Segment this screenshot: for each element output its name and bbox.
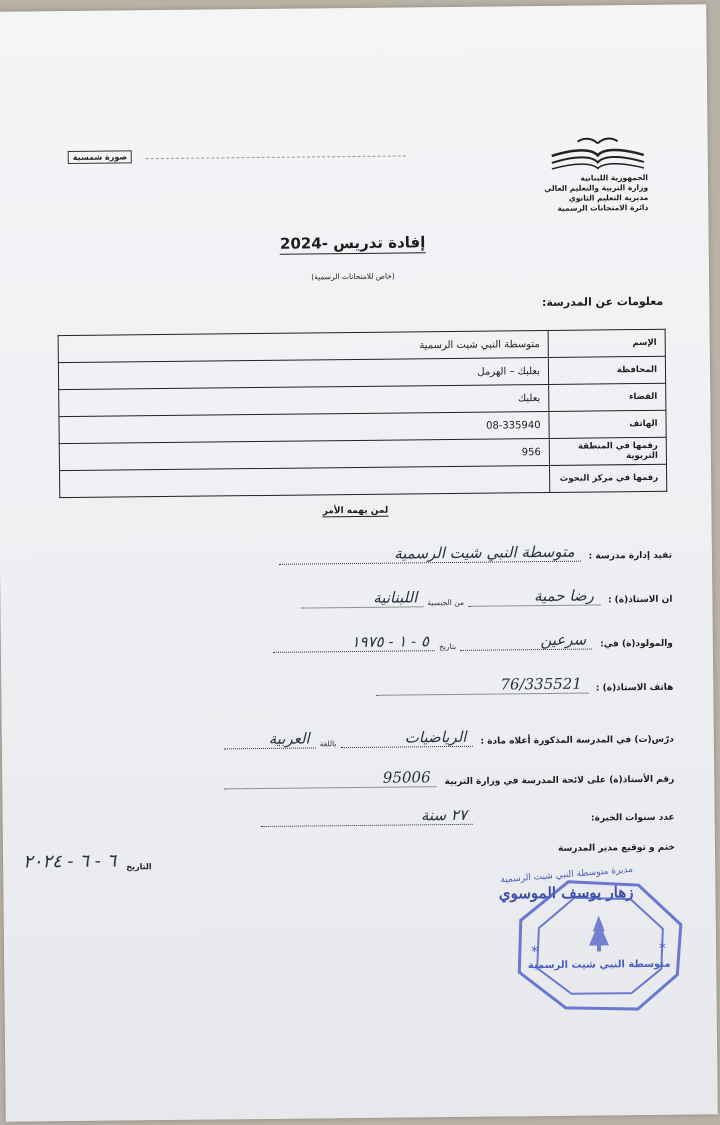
number-label: رقم الأستاذ(ة) على لائحة المدرسة في وزارة التربية bbox=[444, 774, 675, 788]
date-label: التاريخ bbox=[126, 862, 152, 872]
document-subtitle: (خاص للامتحانات الرسمية) bbox=[311, 271, 395, 282]
teacher-value: رضا حمية bbox=[468, 582, 600, 606]
top-dashed-line bbox=[146, 155, 406, 159]
row-label: القضاء bbox=[549, 383, 666, 411]
director-name: زهار يوسف الموسوي bbox=[498, 883, 634, 903]
teacher-label: ان الاستاذ(ة) : bbox=[607, 594, 673, 606]
nationality-value: اللبنانية bbox=[301, 584, 423, 608]
years-value: ٢٧ سنة bbox=[261, 802, 473, 827]
row-value: متوسطة النبي شيت الرسمية bbox=[58, 330, 548, 362]
table-row bbox=[60, 464, 667, 497]
row-label: رقمها في المنطقة التربوية bbox=[549, 437, 666, 465]
document-title bbox=[0, 230, 709, 255]
document-title-text: إفادة تدريس -2024 bbox=[279, 233, 426, 253]
taught-label: درّس(ت) في المدرسة المذكورة أعلاه مادة : bbox=[480, 734, 674, 747]
stamp-star-icon: * bbox=[658, 940, 667, 957]
ministry-line: دائرة الامتحانات الرسمية bbox=[557, 202, 649, 213]
phone-label: هاتف الاستاذ(ة) : bbox=[595, 682, 674, 694]
school-info-table bbox=[58, 329, 668, 498]
ministry-line: وزارة التربية والتعليم العالي bbox=[544, 182, 649, 194]
to-whom-it-may-concern bbox=[0, 502, 711, 519]
form-row-number bbox=[34, 757, 674, 792]
subject-value: الرياضيات bbox=[340, 724, 472, 748]
born-date-label: بتاريخ bbox=[438, 641, 457, 652]
language-value: العربية bbox=[224, 725, 316, 749]
row-value: 956 bbox=[59, 438, 549, 470]
row-label: المحافظة bbox=[548, 356, 665, 384]
ministry-line: مديرية التعليم الثانوي bbox=[568, 192, 649, 203]
row-value: بعلبك bbox=[59, 384, 549, 416]
form-row-teacher bbox=[32, 577, 672, 612]
form-row-school-admin bbox=[32, 533, 672, 568]
form-row-born bbox=[33, 621, 673, 656]
nationality-label: من الجنسية bbox=[427, 597, 464, 608]
date-value: ٦ - ٦ - ٢٠٢٤ bbox=[23, 850, 117, 873]
born-place-value: سرعين bbox=[460, 627, 592, 651]
school-admin-label: تفيد إدارة مدرسة : bbox=[588, 550, 672, 562]
ministry-header bbox=[498, 173, 648, 215]
book-logo-icon bbox=[548, 135, 648, 172]
form-row-years bbox=[34, 795, 674, 830]
stamp-star-icon: * bbox=[531, 944, 539, 961]
language-label: باللغة bbox=[319, 739, 337, 749]
photo-note: صورة شمسية bbox=[68, 150, 132, 164]
row-value bbox=[60, 465, 550, 497]
school-stamp-icon bbox=[508, 875, 689, 1017]
phone-value: 76/335521 bbox=[376, 671, 588, 696]
date-block bbox=[23, 850, 152, 872]
row-value: 08-335940 bbox=[59, 411, 549, 443]
row-label: رقمها في مركز البحوث bbox=[549, 464, 666, 492]
section-title: معلومات عن المدرسة: bbox=[541, 294, 664, 310]
document-page bbox=[0, 4, 718, 1121]
row-label: الإسم bbox=[548, 329, 665, 357]
born-label: والمولود(ة) في: bbox=[600, 638, 673, 650]
ministry-line: الجمهورية اللبنانية bbox=[580, 172, 649, 183]
number-value: 95006 bbox=[224, 764, 436, 789]
signature-label: ختم و توقيع مدير المدرسة bbox=[557, 842, 676, 854]
concern-text: لمن يهمه الأمر bbox=[322, 505, 389, 517]
stamp-text: متوسطة النبي شيت الرسمية bbox=[527, 958, 671, 972]
row-value: بعلبك – الهرمل bbox=[58, 357, 548, 389]
director-title: مديرة متوسطة النبي شيت الرسمية bbox=[500, 864, 634, 886]
years-label: عدد سنوات الخبرة: bbox=[590, 812, 675, 824]
form-row-phone bbox=[33, 665, 673, 700]
row-label: الهاتف bbox=[549, 410, 666, 438]
born-date-value: ٥ - ١ - ١٩٧٥ bbox=[273, 628, 435, 653]
form-row-subject bbox=[34, 717, 674, 752]
school-admin-value: متوسطة النبي شيت الرسمية bbox=[278, 539, 580, 565]
